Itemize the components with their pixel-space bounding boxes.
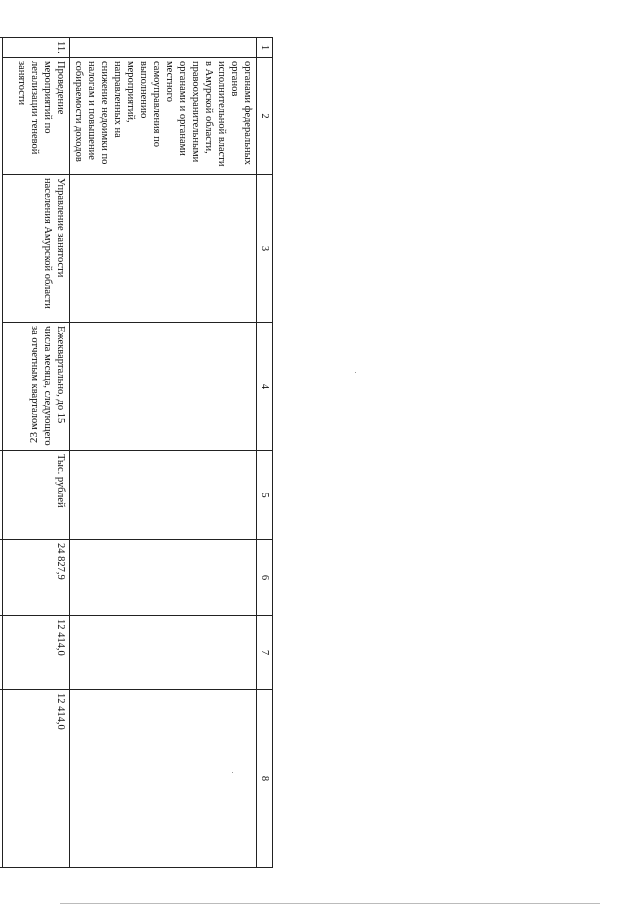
- header-cell: 5: [257, 451, 273, 540]
- total-fact: [0, 616, 3, 690]
- header-cell: 1: [257, 38, 273, 58]
- page-number: 23: [28, 432, 40, 443]
- header-cell: 6: [257, 540, 273, 616]
- plan-value: [70, 540, 257, 616]
- scan-speck: [232, 772, 233, 773]
- total-plan: [0, 540, 3, 616]
- row-number: [70, 38, 257, 58]
- header-cell: 3: [257, 175, 273, 323]
- effect-value: [70, 690, 257, 868]
- unit-text: [70, 451, 257, 540]
- deadline-text: Ежеквартально, до 15 числа месяца, следующего за отчетным кварталом: [3, 323, 70, 451]
- fact-value: 12 414,0: [3, 616, 70, 690]
- total-label: [0, 38, 3, 451]
- scan-speck: [355, 372, 356, 373]
- header-cell: 7: [257, 616, 273, 690]
- total-row: [0, 38, 3, 868]
- header-cell: 8: [257, 690, 273, 868]
- deadline-text: [70, 323, 257, 451]
- executor-text: Управление занятости населения Амурской области: [3, 175, 70, 323]
- table-row: [3, 38, 70, 868]
- executor-text: [70, 175, 257, 323]
- header-cell: 4: [257, 323, 273, 451]
- measure-text: органами федеральных органов исполнительной власти в Амурской области, правоохранительными органами и органами местного самоуправления по выполнению мероприятий, направленных на снижение недоимки по налогам и повышение собираемости доходов: [70, 58, 257, 175]
- table-header-row: [257, 38, 273, 868]
- rotated-table-wrapper: [16, 37, 273, 867]
- total-unit: [0, 451, 3, 540]
- plan-value: 24 827,9: [3, 540, 70, 616]
- measures-table: [0, 37, 273, 868]
- table-row: [70, 38, 257, 868]
- fact-value: [70, 616, 257, 690]
- row-number: 11.: [3, 38, 70, 58]
- header-cell: 2: [257, 58, 273, 175]
- unit-text: Тыс. рублей: [3, 451, 70, 540]
- scan-edge-line: [60, 903, 600, 904]
- total-effect: [0, 690, 3, 868]
- measure-text: Проведение мероприятий по легализации теневой занятости: [3, 58, 70, 175]
- effect-value: 12 414,0: [3, 690, 70, 868]
